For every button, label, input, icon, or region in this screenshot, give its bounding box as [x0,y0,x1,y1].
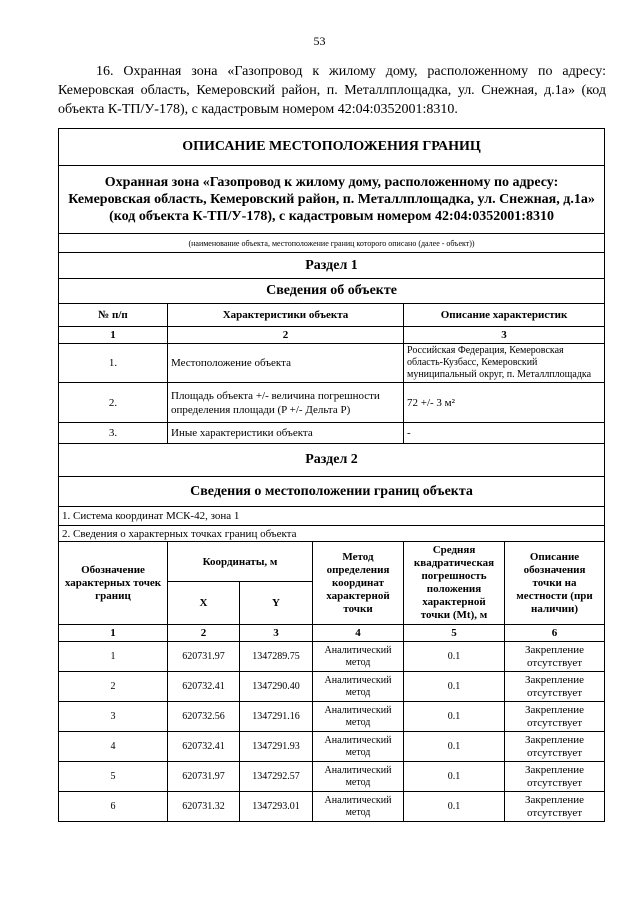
row-name: Местоположение объекта [168,344,404,383]
row-num: 1. [59,344,168,383]
point-mt: 0.1 [404,672,505,702]
point-method: Аналитический метод [313,672,404,702]
point-y: 1347291.93 [240,732,313,762]
colnum: 3 [240,625,313,642]
point-mt: 0.1 [404,732,505,762]
header-point: Обозначение характерных точек границ [59,542,168,625]
point-method: Аналитический метод [313,792,404,822]
section2-subtitle-row [59,477,605,507]
point-y: 1347292.57 [240,762,313,792]
header-characteristic: Характеристики объекта [168,304,404,327]
header-description: Описание характеристик [404,304,605,327]
point-x: 620732.41 [168,732,240,762]
section1-subtitle: Сведения об объекте [59,279,605,304]
table-row [59,702,605,732]
points-caption: 2. Сведения о характерных точках границ объекта [59,526,605,542]
section1-title-row [59,253,605,279]
object-name-row [59,166,605,234]
point-id: 3 [59,702,168,732]
row-num: 3. [59,423,168,444]
point-desc: Закрепление отсутствует [505,642,605,672]
section2-title-row [59,444,605,477]
colnum: 1 [59,327,168,344]
header-x: X [168,582,240,625]
title-row [59,129,605,166]
point-desc: Закрепление отсутствует [505,732,605,762]
points-header-row [59,542,605,582]
row-value: 72 +/- 3 м² [404,383,605,423]
table-row [59,344,605,383]
colnum: 5 [404,625,505,642]
points-colnum-row [59,625,605,642]
point-mt: 0.1 [404,792,505,822]
intro-paragraph: 16. Охранная зона «Газопровод к жилому дому, расположенному по адресу: Кемеровская область, Кемеровский район, п. Металлплощадка, ул. Снежная, д.1а» (код объекта К-ТП/У-178), с кадастровым номером 42:04:0352001:8310. [58,64,606,117]
point-desc: Закрепление отсутствует [505,702,605,732]
object-caption-row [59,234,605,253]
boundary-description-table-wrap [58,128,605,822]
point-method: Аналитический метод [313,762,404,792]
point-method: Аналитический метод [313,702,404,732]
table-row [59,383,605,423]
point-id: 5 [59,762,168,792]
colnum: 2 [168,327,404,344]
point-x: 620732.56 [168,702,240,732]
point-desc: Закрепление отсутствует [505,672,605,702]
colnum: 1 [59,625,168,642]
point-x: 620731.97 [168,642,240,672]
section2-subtitle: Сведения о местоположении границ объекта [59,477,605,507]
point-method: Аналитический метод [313,642,404,672]
point-id: 4 [59,732,168,762]
point-id: 6 [59,792,168,822]
table-row [59,762,605,792]
table-title: ОПИСАНИЕ МЕСТОПОЛОЖЕНИЯ ГРАНИЦ [59,129,605,166]
object-name-caption: (наименование объекта, местоположение границ которого описано (далее - объект)) [59,234,605,253]
point-mt: 0.1 [404,642,505,672]
table-row [59,642,605,672]
point-mt: 0.1 [404,762,505,792]
colnum: 4 [313,625,404,642]
point-y: 1347291.16 [240,702,313,732]
table-row [59,423,605,444]
colnum: 3 [404,327,605,344]
point-mt: 0.1 [404,702,505,732]
header-accuracy: Средняя квадратическая погрешность положения характерной точки (Mt), м [404,542,505,625]
header-point-description: Описание обозначения точки на местности (при наличии) [505,542,605,625]
page-number: 53 [313,34,326,48]
row-name: Иные характеристики объекта [168,423,404,444]
coord-system: 1. Система координат МСК-42, зона 1 [59,507,605,526]
header-method: Метод определения координат характерной точки [313,542,404,625]
section1-title: Раздел 1 [59,253,605,279]
points-caption-row [59,526,605,542]
header-coords: Координаты, м [168,542,313,582]
row-value: Российская Федерация, Кемеровская область-Кузбасс, Кемеровский муниципальный округ, п. Металлплощадка [404,344,605,383]
table-row [59,732,605,762]
section1-subtitle-row [59,279,605,304]
point-x: 620731.32 [168,792,240,822]
row-value: - [404,423,605,444]
section1-header-row [59,304,605,327]
row-num: 2. [59,383,168,423]
point-x: 620731.97 [168,762,240,792]
table-row [59,792,605,822]
section1-colnum-row [59,327,605,344]
point-y: 1347293.01 [240,792,313,822]
boundary-description-table [58,128,605,822]
section2-title: Раздел 2 [59,444,605,477]
table-row [59,672,605,702]
colnum: 2 [168,625,240,642]
point-y: 1347290.40 [240,672,313,702]
coord-system-row [59,507,605,526]
object-name: Охранная зона «Газопровод к жилому дому, расположенному по адресу: Кемеровская область, Кемеровский район, п. Металлплощадка, ул. Снежная, д.1а» (код объекта К-ТП/У-178), с кадастровым номером 42:04:0352001:8310 [59,166,605,234]
point-desc: Закрепление отсутствует [505,792,605,822]
colnum: 6 [505,625,605,642]
point-method: Аналитический метод [313,732,404,762]
point-id: 2 [59,672,168,702]
point-x: 620732.41 [168,672,240,702]
point-desc: Закрепление отсутствует [505,762,605,792]
header-num: № п/п [59,304,168,327]
point-id: 1 [59,642,168,672]
header-y: Y [240,582,313,625]
row-name: Площадь объекта +/- величина погрешности определения площади (P +/- Дельта P) [168,383,404,423]
point-y: 1347289.75 [240,642,313,672]
